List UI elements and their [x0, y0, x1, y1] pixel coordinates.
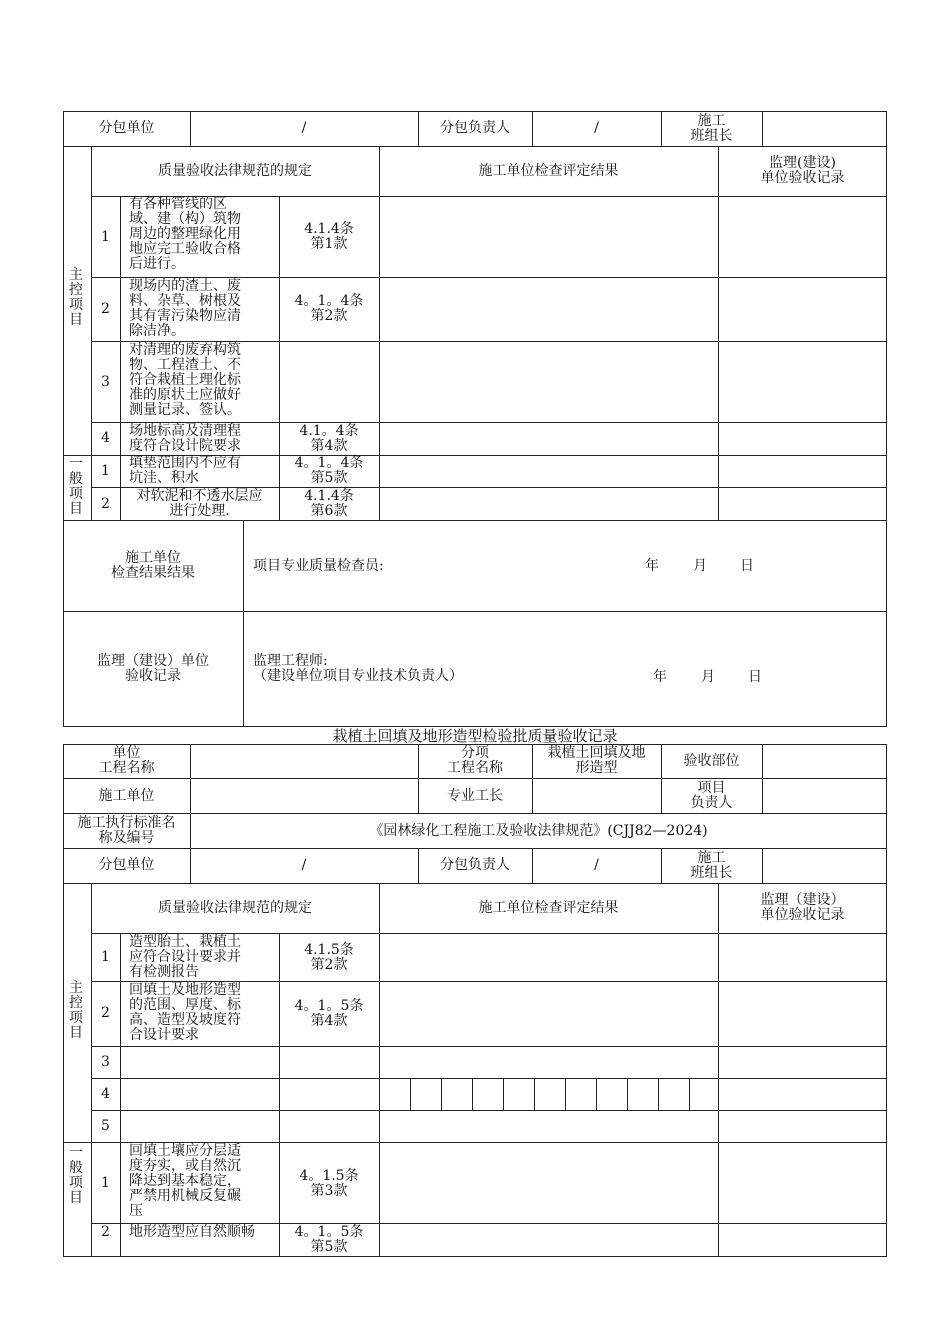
divider [91, 1078, 887, 1079]
divider [410, 1078, 411, 1110]
divider [91, 1110, 887, 1111]
item-clause: 4.1.5条 第2款 [304, 942, 354, 973]
sub-head-value: / [594, 857, 599, 873]
sub-unit-label: 分包单位 [98, 857, 155, 873]
construction-unit-label: 施工单位 [98, 788, 155, 804]
item-no: 2 [101, 1224, 110, 1240]
date-month: 月 [701, 669, 715, 685]
sub-project-label: 分项 工程名称 [447, 745, 503, 776]
general-items-label: 一般项目 [69, 1145, 83, 1206]
standard-value: 《园林绿化工程施工及验收法律规范》(CJJ82—2024) [369, 823, 708, 839]
item-no: 2 [101, 301, 110, 317]
divider [63, 883, 887, 884]
item-clause: 4。1。4条 第2款 [294, 293, 364, 324]
col-supervise-header: 监理（建设） 单位验收记录 [760, 892, 845, 923]
sub-unit-value: / [301, 857, 307, 873]
item-text: 填垫范围内不应有 坑洼、积水 [129, 455, 241, 486]
item-no: 3 [101, 374, 110, 390]
divider [63, 611, 887, 612]
item-no: 1 [101, 229, 110, 245]
sub-head-value: / [594, 120, 599, 136]
item-text: 回填土壤应分层适 度夯实，或自然沉 降达到基本稳定， 严禁用机械反复碾 压 [129, 1143, 241, 1219]
item-no: 1 [101, 1175, 110, 1191]
sub-head-label: 分包负责人 [440, 120, 510, 136]
item-no: 1 [101, 949, 110, 965]
sub-unit-label: 分包单位 [98, 120, 155, 136]
divider [120, 196, 121, 520]
col-supervise-header: 监理(建设) 单位验收记录 [760, 155, 845, 186]
item-clause: 4。1。5条 第5款 [294, 1224, 364, 1255]
supervise-engineer-text: 监理工程师: （建设单位项目专业技术负责人） [253, 653, 463, 684]
item-text: 地形造型应自然顺畅 [129, 1224, 255, 1240]
date-year: 年 [653, 669, 667, 685]
sub-project-value: 栽植土回填及地 形造型 [547, 745, 646, 776]
col-spec-header: 质量验收法律规范的规定 [158, 163, 312, 179]
divider [689, 1078, 690, 1110]
item-clause: 4.1。4条 第4款 [299, 423, 359, 454]
quality-inspector-text: 项目专业质量检查员: [253, 558, 384, 574]
unit-project-label: 单位 工程名称 [98, 745, 155, 776]
supervise-record-label: 监理（建设）单位 验收记录 [97, 653, 209, 684]
item-clause: 4.1.4条 第6款 [304, 488, 354, 519]
divider [596, 1078, 597, 1110]
item-text: 现场内的渣土、废 料、杂草、树根及 其有害污染物应清 除洁净。 [129, 278, 241, 339]
divider [472, 1078, 473, 1110]
main-control-label: 主控项目 [69, 980, 83, 1041]
col-spec-header: 质量验收法律规范的规定 [158, 900, 312, 916]
item-no: 2 [101, 1005, 110, 1021]
divider [503, 1078, 504, 1110]
divider [718, 146, 719, 520]
sub-unit-value: / [301, 120, 307, 136]
divider [658, 1078, 659, 1110]
item-no: 2 [101, 496, 110, 512]
item-no: 5 [101, 1118, 110, 1134]
item-text: 对清理的废弃构筑 物、工程渣土、不 符合栽植土理化标 准的原状土应做好 测量记录、签认。 [129, 342, 241, 418]
divider [762, 744, 763, 813]
divider [63, 146, 887, 147]
item-text: 场地标高及清理程 度符合设计院要求 [129, 423, 241, 454]
divider [243, 520, 244, 727]
date-day: 日 [748, 669, 762, 685]
item-clause: 4.1.4条 第1款 [304, 221, 354, 252]
check-result-label: 施工单位 检查结果结果 [111, 550, 195, 581]
divider [91, 883, 92, 1257]
divider [63, 813, 887, 814]
project-head-label: 项目 负责人 [690, 780, 733, 811]
item-text: 对软泥和不透水层应 进行处理. [136, 488, 263, 519]
divider [379, 146, 380, 520]
document-title: 栽植土回填及地形造型检验批质量验收记录 [332, 727, 618, 745]
crew-leader-label: 施工 班组长 [690, 850, 733, 881]
item-no: 3 [101, 1054, 110, 1070]
date-year: 年 [645, 558, 659, 574]
item-clause: 4。1。4条 第5款 [294, 455, 364, 486]
item-clause: 4。1.5条 第3款 [299, 1168, 359, 1199]
sub-head-label: 分包负责人 [440, 857, 510, 873]
date-day: 日 [740, 558, 754, 574]
divider [120, 933, 121, 1257]
divider [627, 1078, 628, 1110]
divider [534, 1078, 535, 1110]
item-no: 4 [101, 430, 110, 446]
divider [63, 520, 887, 521]
item-text: 造型胎土、栽植土 应符合设计要求并 有检测报告 [129, 934, 241, 980]
item-clause: 4。1。5条 第4款 [294, 998, 364, 1029]
item-no: 1 [101, 463, 110, 479]
item-text: 回填土及地形造型 的范围、厚度、标 高、造型及坡度符 合设计要求 [129, 982, 241, 1043]
divider [762, 111, 763, 146]
col-result-header: 施工单位检查评定结果 [478, 163, 619, 179]
divider [91, 1046, 887, 1047]
col-result-header: 施工单位检查评定结果 [478, 900, 619, 916]
divider [63, 778, 887, 779]
general-items-label: 一般项目 [69, 456, 83, 517]
divider [379, 883, 380, 1257]
crew-leader-label: 施工 班组长 [690, 113, 733, 144]
main-control-label: 主控项目 [69, 267, 83, 328]
item-text: 有各种管线的区 域、建（构）筑物 周边的整理绿化用 地应完工验收合格 后进行。 [129, 196, 241, 272]
item-no: 4 [101, 1086, 110, 1102]
divider [718, 883, 719, 1257]
divider [279, 933, 280, 1257]
accept-part-label: 验收部位 [683, 753, 740, 769]
foreman-label: 专业工长 [447, 788, 503, 804]
divider [565, 1078, 566, 1110]
standard-label: 施工执行标准名 称及编号 [77, 815, 176, 846]
divider [762, 848, 763, 883]
divider [63, 848, 887, 849]
divider [441, 1078, 442, 1110]
date-month: 月 [693, 558, 707, 574]
